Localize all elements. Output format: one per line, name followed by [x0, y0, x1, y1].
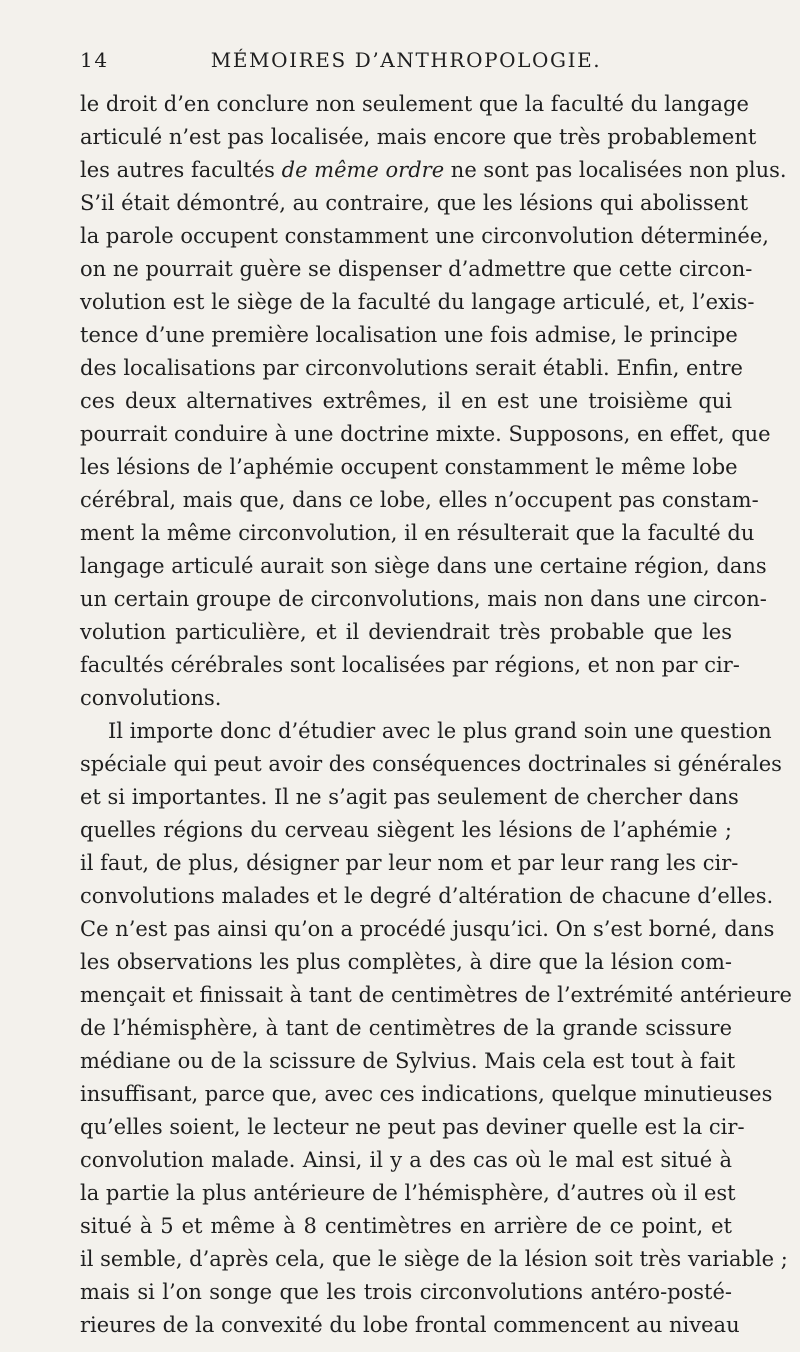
text-run: le droit d’en conclure non seulement que la faculté du langage	[80, 92, 749, 116]
text-run: spéciale qui peut avoir des conséquences doctrinales si générales	[80, 752, 782, 776]
text-line	[80, 253, 753, 286]
text-line	[80, 550, 767, 583]
text-line	[80, 154, 787, 187]
text-run: la parole occupent constamment une circonvolution déterminée,	[80, 224, 769, 248]
text-line	[80, 352, 743, 385]
text-run: situé à 5 et même à 8 centimètres en arrière de ce point, et	[80, 1214, 732, 1238]
text-run: il semble, d’après cela, que le siège de la lésion soit très variable ;	[80, 1247, 788, 1271]
text-run: tence d’une première localisation une fois admise, le principe	[80, 323, 738, 347]
text-line	[80, 649, 740, 682]
text-line	[80, 616, 732, 649]
text-run: rieures de la convexité du lobe frontal commencent au niveau	[80, 1313, 740, 1337]
text-line	[80, 1243, 788, 1276]
text-line	[80, 814, 732, 847]
text-run: de l’hémisphère, à tant de centimètres de la grande scissure	[80, 1016, 732, 1040]
text-line	[80, 451, 738, 484]
text-run: quelles régions du cerveau siègent les lésions de l’aphémie ;	[80, 818, 732, 842]
text-line	[80, 1012, 732, 1045]
text-line	[80, 1045, 736, 1078]
text-line	[80, 781, 739, 814]
text-run: langage articulé aurait son siège dans une certaine région, dans	[80, 554, 767, 578]
text-run: des localisations par circonvolutions serait établi. Enfin, entre	[80, 356, 743, 380]
text-line	[80, 1177, 736, 1210]
text-run: S’il était démontré, au contraire, que les lésions qui abolissent	[80, 191, 749, 215]
text-run: les autres facultés	[80, 158, 282, 182]
text-run: articulé n’est pas localisée, mais encore que très probablement	[80, 125, 757, 149]
text-line	[80, 319, 738, 352]
text-run: et si importantes. Il ne s’agit pas seulement de chercher dans	[80, 785, 739, 809]
text-run: ne sont pas localisées non plus.	[444, 158, 787, 182]
body-text	[80, 88, 792, 1342]
text-line	[80, 220, 769, 253]
text-run: convolution malade. Ainsi, il y a des cas où le mal est situé à	[80, 1148, 732, 1172]
text-line	[80, 715, 772, 748]
text-run: un certain groupe de circonvolutions, mais non dans une circon-	[80, 587, 767, 611]
text-run: insuffisant, parce que, avec ces indications, quelque minutieuses	[80, 1082, 773, 1106]
text-line	[80, 946, 732, 979]
text-run: volution est le siège de la faculté du langage articulé, et, l’exis-	[80, 290, 755, 314]
text-line	[80, 286, 755, 319]
text-run: les lésions de l’aphémie occupent constamment le même lobe	[80, 455, 738, 479]
text-line	[80, 913, 775, 946]
text-run: ment la même circonvolution, il en résulterait que la faculté du	[80, 521, 755, 545]
text-run: cérébral, mais que, dans ce lobe, elles n’occupent pas constam-	[80, 488, 759, 512]
running-title: MÉMOIRES D’ANTHROPOLOGIE.	[210, 48, 602, 72]
text-run: convolutions malades et le degré d’altération de chacune d’elles.	[80, 884, 774, 908]
text-line	[80, 418, 771, 451]
text-run: on ne pourrait guère se dispenser d’admettre que cette circon-	[80, 257, 753, 281]
text-line	[80, 748, 782, 781]
text-run: il faut, de plus, désigner par leur nom et par leur rang les cir-	[80, 851, 739, 875]
text-line	[80, 682, 732, 715]
text-line	[80, 88, 749, 121]
text-run: convolutions.	[80, 686, 222, 710]
text-run: mençait et finissait à tant de centimètres de l’extrémité antérieure	[80, 983, 792, 1007]
page-header	[80, 48, 732, 78]
text-line	[80, 1210, 732, 1243]
text-run: facultés cérébrales sont localisées par régions, et non par cir-	[80, 653, 740, 677]
text-line	[80, 1276, 732, 1309]
text-line	[80, 583, 767, 616]
text-line	[80, 847, 739, 880]
text-line	[80, 979, 792, 1012]
text-line	[80, 1144, 732, 1177]
text-run: ces deux alternatives extrêmes, il en est une troisième qui	[80, 389, 732, 413]
page-number: 14	[80, 48, 109, 72]
text-line	[80, 517, 755, 550]
text-line	[80, 121, 757, 154]
text-run: pourrait conduire à une doctrine mixte. Supposons, en effet, que	[80, 422, 771, 446]
text-run: médiane ou de la scissure de Sylvius. Mais cela est tout à fait	[80, 1049, 736, 1073]
text-run: les observations les plus complètes, à dire que la lésion com-	[80, 950, 732, 974]
text-line	[80, 187, 749, 220]
text-line	[80, 484, 759, 517]
text-run: qu’elles soient, le lecteur ne peut pas deviner quelle est la cir-	[80, 1115, 745, 1139]
text-line	[80, 1078, 773, 1111]
text-run: Il importe donc d’étudier avec le plus grand soin une question	[108, 719, 772, 743]
text-line	[80, 880, 774, 913]
text-run: Ce n’est pas ainsi qu’on a procédé jusqu’ici. On s’est borné, dans	[80, 917, 775, 941]
text-run: volution particulière, et il deviendrait très probable que les	[80, 620, 732, 644]
italic-text-run: de même ordre	[281, 158, 445, 182]
text-line	[80, 1309, 740, 1342]
text-line	[80, 385, 732, 418]
text-run: mais si l’on songe que les trois circonvolutions antéro-posté-	[80, 1280, 732, 1304]
text-line	[80, 1111, 745, 1144]
text-run: la partie la plus antérieure de l’hémisphère, d’autres où il est	[80, 1181, 736, 1205]
